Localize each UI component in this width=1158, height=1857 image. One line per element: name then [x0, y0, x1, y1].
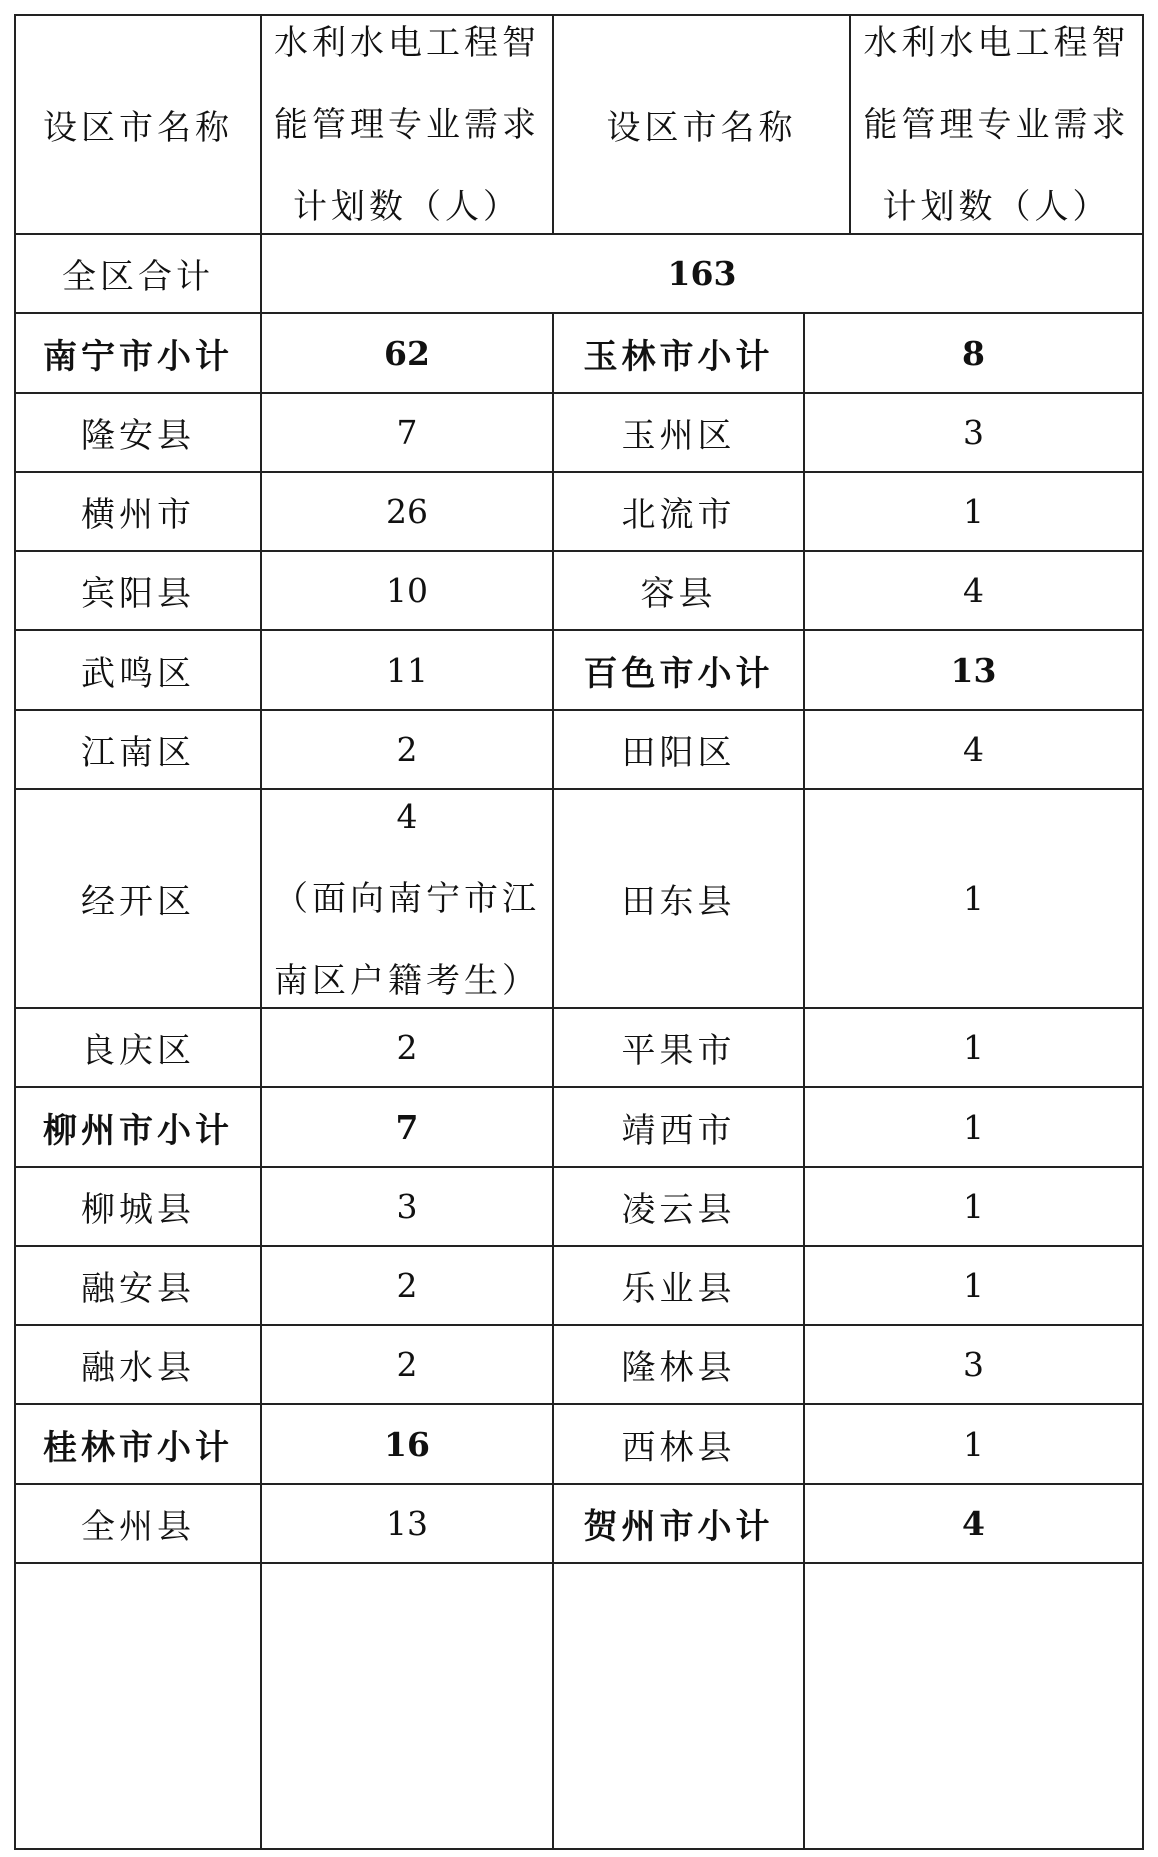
- total-label: 全区合计: [62, 257, 214, 297]
- row-left-name: 武鸣区: [81, 653, 195, 694]
- row-right-name: 田东县: [621, 882, 736, 922]
- row-left-name: 良庆区: [81, 1031, 195, 1071]
- row-right-value: 8: [962, 333, 985, 373]
- row-left-value: 3: [396, 1187, 418, 1226]
- row-left-name: 横州市: [81, 495, 195, 535]
- header-col-name-right: 设区市名称: [606, 108, 797, 148]
- row-right-value: 4: [963, 730, 984, 769]
- row-right-value: 1: [963, 1424, 984, 1464]
- quota-table: [14, 14, 1144, 1850]
- row-right-value: 1: [963, 1107, 984, 1147]
- row-right-value: 13: [950, 650, 997, 690]
- row-left-name: 南宁市小计: [43, 336, 233, 377]
- row-left-value: 2: [396, 730, 418, 769]
- row-right-name: 玉州区: [621, 416, 736, 456]
- row-right-name: 玉林市小计: [583, 336, 774, 377]
- row-right-value: 1: [963, 879, 984, 918]
- row-left-value: 16: [384, 1424, 430, 1464]
- row-left-name: 柳城县: [81, 1190, 195, 1230]
- row-left-name: 柳州市小计: [43, 1110, 233, 1151]
- row-right-value: 4: [963, 571, 984, 610]
- row-right-value: 1: [963, 492, 984, 531]
- row-left-value: 62: [384, 333, 430, 373]
- total-value: 163: [667, 254, 737, 293]
- row-left-value: 26: [386, 492, 428, 531]
- row-right-value: 1: [963, 1187, 984, 1226]
- row-left-name: 融水县: [81, 1348, 195, 1388]
- row-right-name: 西林县: [621, 1427, 736, 1468]
- row-left-name: 全州县: [81, 1507, 195, 1547]
- row-left-name: 桂林市小计: [43, 1427, 233, 1468]
- row-right-name: 乐业县: [621, 1269, 736, 1309]
- header-col-quota-right: 水利水电工程智 能管理专业需求 计划数（人）: [863, 22, 1130, 227]
- row-left-value: 11: [386, 650, 428, 690]
- row-left-value: 10: [386, 571, 428, 610]
- row-left-value: 7: [396, 413, 418, 452]
- row-left-value: 2: [396, 1266, 418, 1305]
- row-right-name: 百色市小计: [583, 653, 774, 694]
- row-right-name: 平果市: [621, 1031, 736, 1071]
- row-right-name: 北流市: [621, 495, 736, 535]
- row-right-name: 容县: [640, 574, 717, 614]
- row-right-name: 田阳区: [621, 733, 736, 773]
- row-left-value: 2: [396, 1028, 418, 1067]
- row-right-name: 贺州市小计: [583, 1507, 774, 1547]
- row-left-name: 隆安县: [81, 416, 195, 456]
- row-right-value: 3: [963, 413, 984, 452]
- row-right-value: 1: [963, 1266, 984, 1305]
- row-right-name: 靖西市: [621, 1110, 736, 1151]
- row-left-name: 经开区: [81, 882, 195, 922]
- row-right-value: 3: [963, 1345, 984, 1384]
- row-left-name: 融安县: [81, 1269, 195, 1309]
- row-right-name: 隆林县: [621, 1348, 736, 1388]
- row-left-value: 7: [395, 1107, 419, 1147]
- row-left-value: 4 （面向南宁市江 南区户籍考生）: [274, 796, 540, 1001]
- row-left-value: 2: [396, 1345, 418, 1384]
- row-right-value: 1: [963, 1028, 984, 1067]
- header-col-quota-left: 水利水电工程智 能管理专业需求 计划数（人）: [274, 22, 540, 227]
- row-right-name: 凌云县: [621, 1190, 736, 1230]
- row-left-name: 江南区: [81, 733, 195, 773]
- header-col-name-left: 设区市名称: [43, 108, 233, 148]
- row-left-value: 13: [386, 1504, 428, 1543]
- row-right-value: 4: [962, 1504, 985, 1543]
- row-left-name: 宾阳县: [81, 574, 195, 614]
